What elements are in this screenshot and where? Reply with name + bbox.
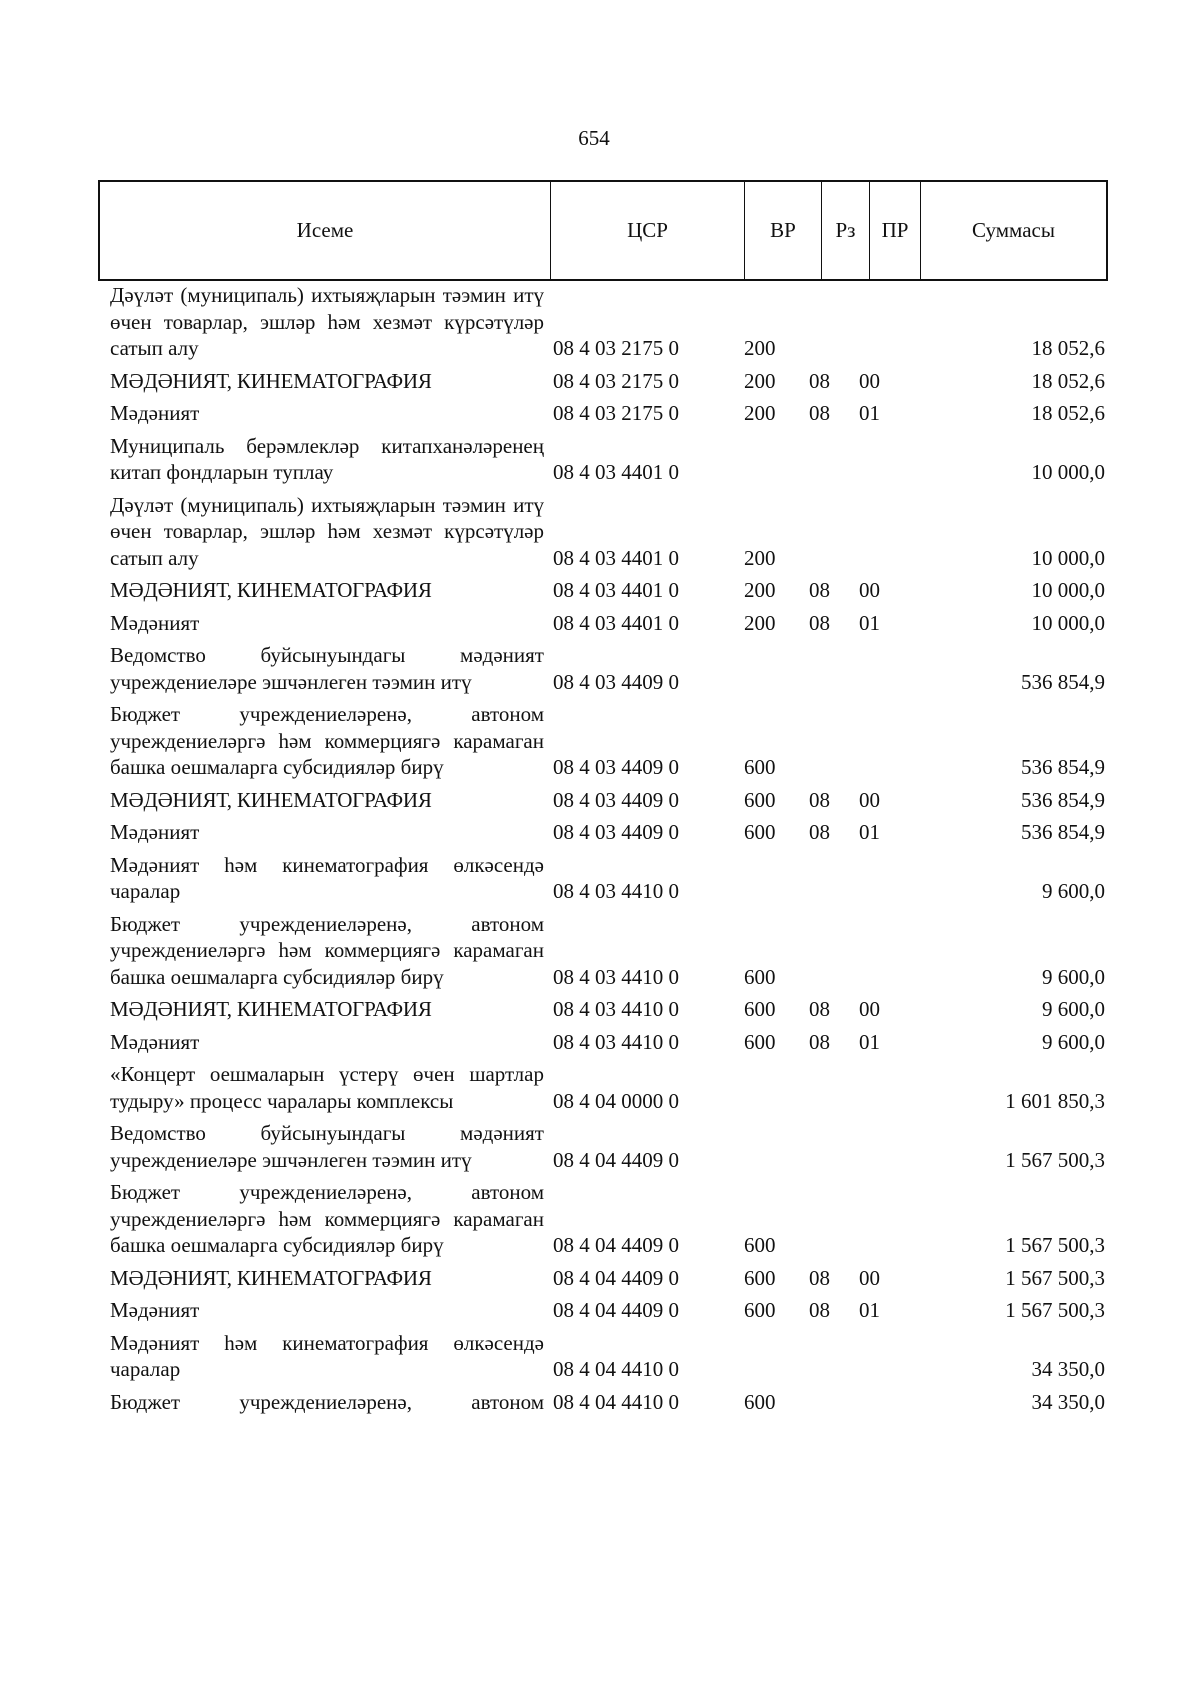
table-row [110, 819, 1105, 846]
row-name: Мәдәният һәм кинематография өлкәсендә чаралар [110, 1330, 544, 1381]
row-rz: 08 [809, 820, 830, 844]
row-vr: 600 [744, 997, 776, 1021]
row-csr: 08 4 03 4401 0 [553, 610, 679, 635]
row-name: МӘДӘНИЯТ, КИНЕМАТОГРАФИЯ [110, 787, 432, 812]
table-body [110, 282, 1105, 1415]
row-name: Бюджет учреждениеләренә, автоном учреждениеләргә һәм коммерциягә карамаган башка оешмаларга субсидияләр бирү [110, 911, 544, 989]
row-pr: 00 [859, 787, 880, 812]
table-row [110, 1330, 1105, 1383]
header-sum: Суммасы [972, 218, 1055, 242]
row-rz: 08 [809, 610, 830, 635]
row-csr: 08 4 04 4409 0 [553, 1298, 679, 1322]
row-csr: 08 4 04 4409 0 [553, 1147, 679, 1172]
row-rz: 08 [809, 787, 830, 812]
row-csr: 08 4 03 2175 0 [553, 401, 679, 425]
row-name: Бюджет учреждениеләренә, автоном учреждениеләргә һәм коммерциягә карамаган башка оешмаларга субсидияләр бирү [110, 702, 544, 779]
row-name: Мәдәният һәм кинематография өлкәсендә чаралар [110, 852, 544, 903]
row-rz: 08 [809, 1029, 830, 1054]
header-vr: ВР [745, 182, 822, 279]
row-csr: 08 4 03 4401 0 [553, 460, 679, 484]
row-sum: 34 350,0 [1031, 1357, 1105, 1381]
row-vr: 600 [744, 1265, 776, 1290]
row-sum: 1 567 500,3 [1005, 1298, 1105, 1322]
row-pr: 00 [859, 997, 880, 1021]
row-pr: 01 [859, 401, 880, 425]
row-vr: 200 [744, 610, 776, 635]
row-vr: 200 [744, 578, 776, 602]
row-name: «Концерт оешмаларын үстерү өчен шартлар тудыру» процесс чаралары комплексы [110, 1062, 544, 1113]
row-sum: 1 601 850,3 [1005, 1088, 1105, 1113]
table-row [110, 1061, 1105, 1114]
row-name: МӘДӘНИЯТ, КИНЕМАТОГРАФИЯ [110, 997, 432, 1021]
row-rz: 08 [809, 997, 830, 1021]
row-sum: 10 000,0 [1031, 460, 1105, 484]
row-csr: 08 4 03 4409 0 [553, 820, 679, 844]
table-row [110, 610, 1105, 637]
row-vr: 600 [744, 820, 776, 844]
row-sum: 18 052,6 [1031, 336, 1105, 360]
table-row [110, 1265, 1105, 1292]
row-name: Ведомство буйсынуындагы мәдәният учреждениеләре эшчәнлеген тәэмин итү [110, 1121, 544, 1172]
row-pr: 01 [859, 1298, 880, 1322]
row-csr: 08 4 03 4409 0 [553, 787, 679, 812]
row-vr: 600 [744, 1029, 776, 1054]
row-sum: 18 052,6 [1031, 368, 1105, 393]
row-sum: 18 052,6 [1031, 401, 1105, 425]
row-sum: 536 854,9 [1021, 669, 1105, 694]
row-vr: 200 [744, 336, 776, 360]
row-pr: 00 [859, 368, 880, 393]
row-name: Бюджет учреждениеләренә, автоном [110, 1389, 544, 1414]
row-name: Муниципаль берәмлекләр китапханәләренең китап фондларын туплау [110, 433, 544, 484]
row-sum: 10 000,0 [1031, 610, 1105, 635]
table-row [110, 282, 1105, 362]
table-header [98, 180, 1108, 281]
table-row [110, 400, 1105, 427]
row-csr: 08 4 03 2175 0 [553, 336, 679, 360]
row-csr: 08 4 04 0000 0 [553, 1088, 679, 1113]
row-rz: 08 [809, 368, 830, 393]
row-sum: 1 567 500,3 [1005, 1233, 1105, 1257]
row-name: МӘДӘНИЯТ, КИНЕМАТОГРАФИЯ [110, 368, 432, 393]
row-csr: 08 4 03 4409 0 [553, 755, 679, 779]
table-row [110, 787, 1105, 814]
row-name: Дәүләт (муниципаль) ихтыяҗларын тәэмин итү өчен товарлар, эшләр һәм хезмәт күрсәтүләр сатып алу [110, 492, 544, 570]
row-name: Ведомство буйсынуындагы мәдәният учреждениеләре эшчәнлеген тәэмин итү [110, 643, 544, 694]
header-csr: ЦСР [551, 182, 745, 279]
table-row [110, 1029, 1105, 1056]
table-row [110, 642, 1105, 695]
header-name: Исеме [100, 182, 551, 279]
row-name: МӘДӘНИЯТ, КИНЕМАТОГРАФИЯ [110, 1265, 432, 1290]
row-name: Мәдәният [110, 1029, 200, 1054]
row-rz: 08 [809, 1298, 830, 1322]
row-pr: 01 [859, 610, 880, 635]
row-csr: 08 4 04 4409 0 [553, 1265, 679, 1290]
row-sum: 9 600,0 [1042, 964, 1105, 989]
table-row [110, 577, 1105, 604]
row-sum: 1 567 500,3 [1005, 1147, 1105, 1172]
table-row [110, 996, 1105, 1023]
row-name: Мәдәният [110, 820, 200, 844]
row-name: Дәүләт (муниципаль) ихтыяҗларын тәэмин итү өчен товарлар, эшләр һәм хезмәт күрсәтүләр сатып алу [110, 283, 544, 360]
row-vr: 600 [744, 1233, 776, 1257]
row-name: Мәдәният [110, 610, 200, 635]
row-csr: 08 4 03 4409 0 [553, 669, 679, 694]
table-row [110, 701, 1105, 781]
table-row [110, 1297, 1105, 1324]
row-name: МӘДӘНИЯТ, КИНЕМАТОГРАФИЯ [110, 578, 432, 602]
row-rz: 08 [809, 401, 830, 425]
row-pr: 00 [859, 1265, 880, 1290]
row-pr: 01 [859, 820, 880, 844]
row-vr: 600 [744, 755, 776, 779]
row-vr: 600 [744, 787, 776, 812]
table-row [110, 852, 1105, 905]
row-csr: 08 4 03 4410 0 [553, 997, 679, 1021]
row-csr: 08 4 03 4410 0 [553, 964, 679, 989]
header-rz: Рз [822, 182, 870, 279]
row-sum: 536 854,9 [1021, 755, 1105, 779]
row-vr: 200 [744, 545, 776, 570]
table-row [110, 911, 1105, 991]
row-rz: 08 [809, 1265, 830, 1290]
table-row [110, 492, 1105, 572]
row-sum: 9 600,0 [1042, 879, 1105, 903]
header-pr: ПР [870, 182, 921, 279]
row-sum: 9 600,0 [1042, 997, 1105, 1021]
row-sum: 1 567 500,3 [1005, 1265, 1105, 1290]
row-name: Мәдәният [110, 401, 200, 425]
table-row [110, 1120, 1105, 1173]
row-sum: 34 350,0 [1031, 1389, 1105, 1414]
row-vr: 200 [744, 401, 776, 425]
row-csr: 08 4 03 4401 0 [553, 545, 679, 570]
row-sum: 536 854,9 [1021, 820, 1105, 844]
row-sum: 10 000,0 [1031, 545, 1105, 570]
row-name: Мәдәният [110, 1298, 200, 1322]
row-vr: 200 [744, 368, 776, 393]
page-number: 654 [578, 126, 610, 150]
table-row [110, 368, 1105, 395]
row-name: Бюджет учреждениеләренә, автоном учреждениеләргә һәм коммерциягә карамаган башка оешмаларга субсидияләр бирү [110, 1180, 544, 1257]
table-row [110, 433, 1105, 486]
row-pr: 00 [859, 578, 880, 602]
row-csr: 08 4 04 4410 0 [553, 1357, 679, 1381]
row-csr: 08 4 03 2175 0 [553, 368, 679, 393]
row-csr: 08 4 04 4409 0 [553, 1233, 679, 1257]
row-vr: 600 [744, 964, 776, 989]
row-sum: 9 600,0 [1042, 1029, 1105, 1054]
table-row [110, 1389, 1105, 1416]
row-sum: 10 000,0 [1031, 578, 1105, 602]
row-vr: 600 [744, 1298, 776, 1322]
row-sum: 536 854,9 [1021, 787, 1105, 812]
row-csr: 08 4 03 4410 0 [553, 1029, 679, 1054]
row-rz: 08 [809, 578, 830, 602]
row-csr: 08 4 03 4401 0 [553, 578, 679, 602]
row-pr: 01 [859, 1029, 880, 1054]
row-csr: 08 4 04 4410 0 [553, 1389, 679, 1414]
row-csr: 08 4 03 4410 0 [553, 879, 679, 903]
table-row [110, 1179, 1105, 1259]
row-vr: 600 [744, 1389, 776, 1414]
